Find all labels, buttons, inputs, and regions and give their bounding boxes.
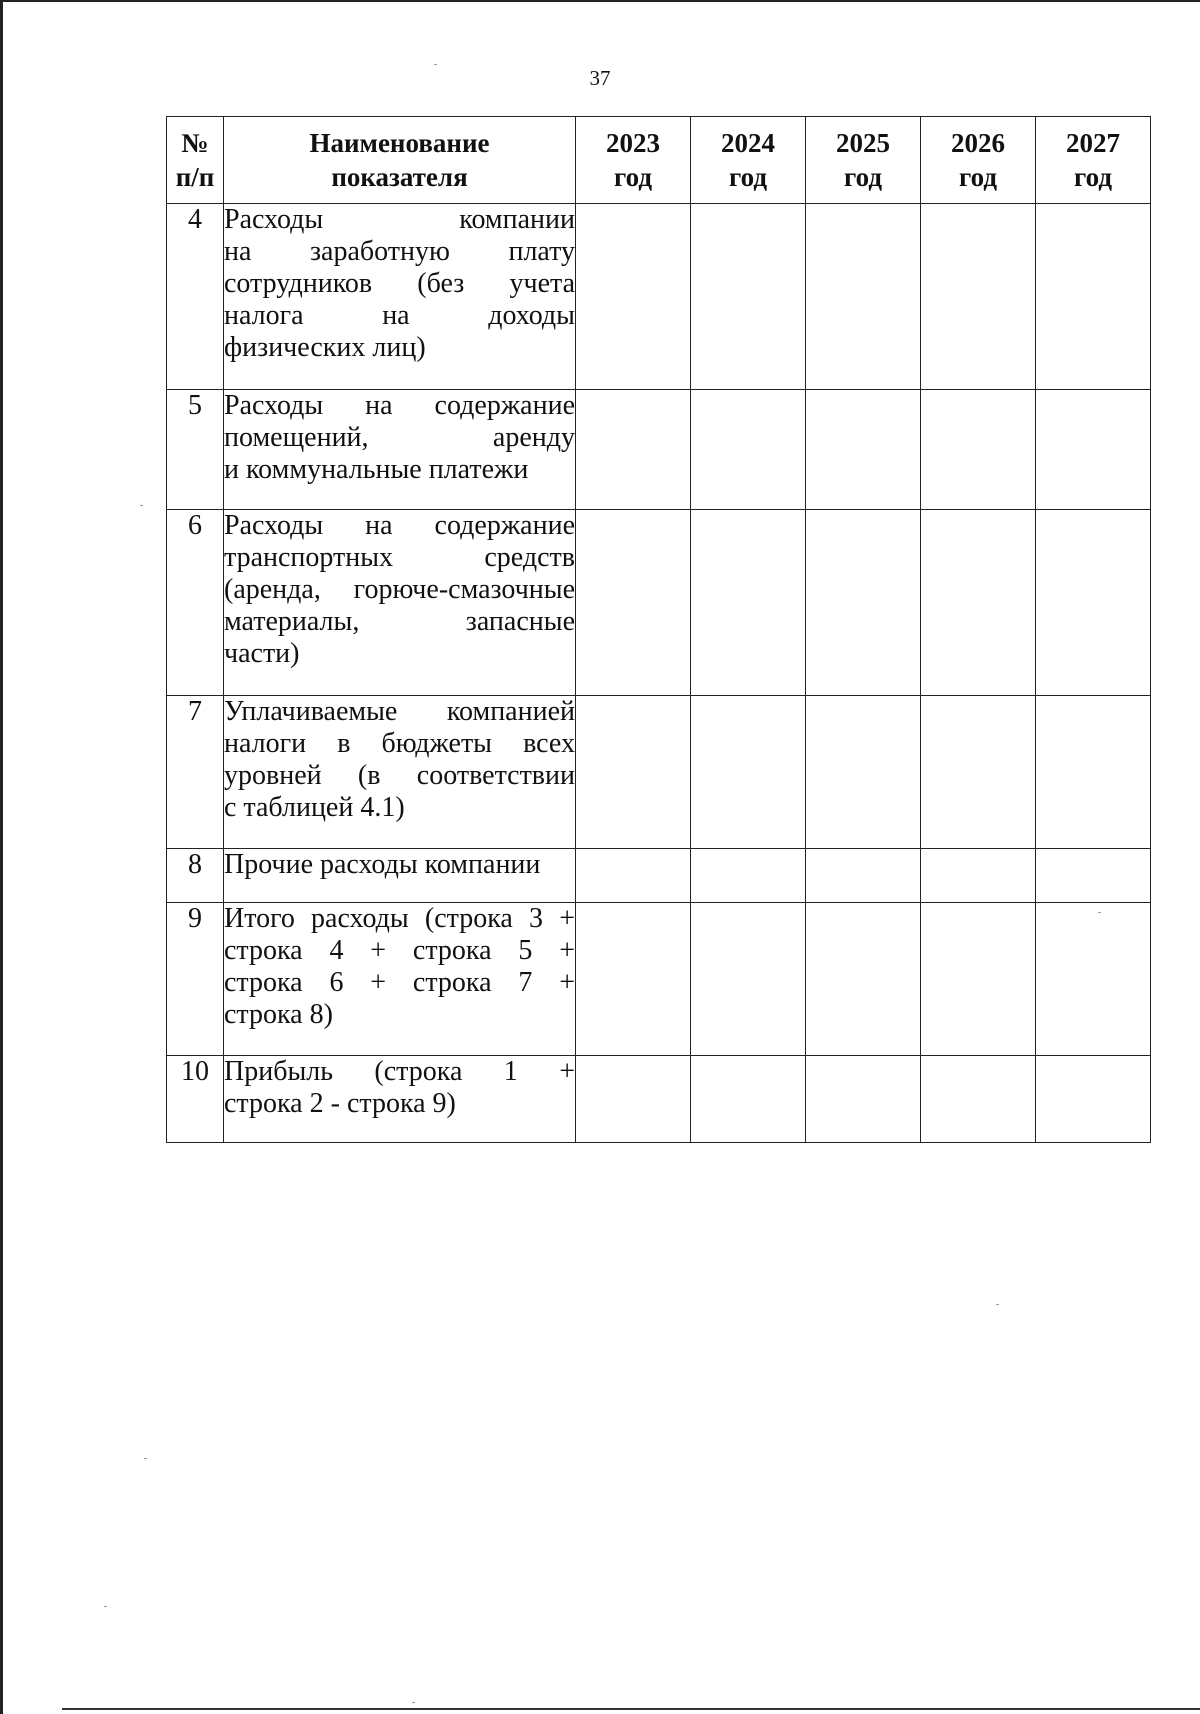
row-indicator-name <box>224 696 576 849</box>
value-cell-2023 <box>576 510 691 696</box>
indicator-line: материалы, запасные <box>224 606 575 637</box>
row-indicator-name <box>224 204 576 390</box>
value-cell-2023 <box>576 204 691 390</box>
indicator-line: Расходы на содержание <box>224 390 575 421</box>
header-year-2026 <box>921 117 1036 204</box>
value-cell-2024 <box>691 204 806 390</box>
value-cell-2023 <box>576 390 691 510</box>
header-year-2025 <box>806 117 921 204</box>
indicator-line: налога на доходы <box>224 300 575 331</box>
value-cell-2025 <box>806 204 921 390</box>
indicator-line: Уплачиваемые компанией <box>224 696 575 727</box>
value-cell-2027 <box>1036 204 1151 390</box>
row-indicator-name <box>224 849 576 903</box>
indicator-line: сотрудников (без учета <box>224 268 575 299</box>
value-cell-2025 <box>806 849 921 903</box>
indicator-line: Итого расходы (строка 3 + <box>224 903 575 934</box>
indicator-line: строка 8) <box>224 999 333 1030</box>
value-cell-2027 <box>1036 510 1151 696</box>
indicator-line: Прибыль (строка 1 + <box>224 1056 575 1087</box>
value-cell-2027 <box>1036 696 1151 849</box>
indicator-line: физических лиц) <box>224 332 426 363</box>
value-cell-2024 <box>691 696 806 849</box>
row-number: 7 <box>167 696 224 849</box>
value-cell-2026 <box>921 204 1036 390</box>
table-header <box>167 117 1151 204</box>
value-cell-2025 <box>806 903 921 1056</box>
header-year-unit: год <box>614 162 652 192</box>
row-number: 6 <box>167 510 224 696</box>
value-cell-2024 <box>691 903 806 1056</box>
scan-bottom-edge <box>62 1708 1200 1710</box>
row-indicator-name <box>224 510 576 696</box>
row-number: 8 <box>167 849 224 903</box>
value-cell-2026 <box>921 903 1036 1056</box>
scan-speck <box>140 505 143 506</box>
header-year-2023 <box>576 117 691 204</box>
scan-speck <box>104 1606 107 1607</box>
header-year-unit: год <box>959 162 997 192</box>
indicator-line: уровней (в соответствии <box>224 760 575 791</box>
header-name-column <box>224 117 576 204</box>
value-cell-2023 <box>576 696 691 849</box>
indicators-table <box>166 116 1151 1143</box>
row-number: 9 <box>167 903 224 1056</box>
indicator-line: строка 4 + строка 5 + <box>224 935 575 966</box>
value-cell-2027 <box>1036 1056 1151 1143</box>
row-indicator-name <box>224 903 576 1056</box>
header-year-2024 <box>691 117 806 204</box>
value-cell-2023 <box>576 1056 691 1143</box>
header-name-line2: показателя <box>331 162 468 192</box>
row-number: 4 <box>167 204 224 390</box>
value-cell-2026 <box>921 849 1036 903</box>
value-cell-2027 <box>1036 390 1151 510</box>
header-year-value: 2024 <box>721 128 775 158</box>
header-name-line1: Наименование <box>309 128 490 158</box>
indicator-line: с таблицей 4.1) <box>224 792 405 823</box>
header-year-unit: год <box>729 162 767 192</box>
indicator-line: на заработную плату <box>224 236 575 267</box>
header-row <box>167 117 1151 204</box>
table-row <box>167 510 1151 696</box>
header-year-unit: год <box>1074 162 1112 192</box>
header-year-value: 2026 <box>951 128 1005 158</box>
value-cell-2025 <box>806 390 921 510</box>
indicator-line: Расходы компании <box>224 204 575 235</box>
header-number-line2: п/п <box>175 162 215 192</box>
header-year-value: 2023 <box>606 128 660 158</box>
header-year-value: 2027 <box>1066 128 1120 158</box>
table-body <box>167 204 1151 1143</box>
scan-speck <box>1098 912 1101 913</box>
value-cell-2026 <box>921 390 1036 510</box>
header-year-value: 2025 <box>836 128 890 158</box>
value-cell-2023 <box>576 903 691 1056</box>
header-number-column <box>167 117 224 204</box>
row-indicator-name <box>224 1056 576 1143</box>
value-cell-2024 <box>691 510 806 696</box>
table-row <box>167 849 1151 903</box>
table-row <box>167 903 1151 1056</box>
table-row <box>167 1056 1151 1143</box>
table-row <box>167 204 1151 390</box>
scan-left-edge <box>0 0 3 1714</box>
indicator-line: и коммунальные платежи <box>224 454 529 485</box>
value-cell-2026 <box>921 696 1036 849</box>
value-cell-2024 <box>691 1056 806 1143</box>
indicator-line: (аренда, горюче-смазочные <box>224 574 575 605</box>
value-cell-2027 <box>1036 903 1151 1056</box>
indicator-line: транспортных средств <box>224 542 575 573</box>
page-number: 37 <box>589 66 611 90</box>
scan-speck <box>412 1702 415 1703</box>
row-number: 5 <box>167 390 224 510</box>
indicator-line: налоги в бюджеты всех <box>224 728 575 759</box>
header-year-unit: год <box>844 162 882 192</box>
indicator-line: строка 2 - строка 9) <box>224 1088 456 1119</box>
indicator-line: помещений, аренду <box>224 422 575 453</box>
value-cell-2026 <box>921 510 1036 696</box>
scan-speck <box>996 1304 999 1305</box>
table-row <box>167 390 1151 510</box>
value-cell-2024 <box>691 849 806 903</box>
scan-top-edge <box>0 0 1200 2</box>
scan-speck <box>434 64 437 65</box>
table-row <box>167 696 1151 849</box>
indicator-line: Расходы на содержание <box>224 510 575 541</box>
indicator-line: Прочие расходы компании <box>224 849 541 880</box>
scan-speck <box>144 1458 147 1459</box>
row-number: 10 <box>167 1056 224 1143</box>
row-indicator-name <box>224 390 576 510</box>
value-cell-2025 <box>806 510 921 696</box>
value-cell-2024 <box>691 390 806 510</box>
value-cell-2027 <box>1036 849 1151 903</box>
value-cell-2023 <box>576 849 691 903</box>
value-cell-2025 <box>806 696 921 849</box>
header-year-2027 <box>1036 117 1151 204</box>
indicator-line: части) <box>224 638 300 669</box>
header-number-line1: № <box>181 128 209 158</box>
value-cell-2026 <box>921 1056 1036 1143</box>
value-cell-2025 <box>806 1056 921 1143</box>
indicator-line: строка 6 + строка 7 + <box>224 967 575 998</box>
